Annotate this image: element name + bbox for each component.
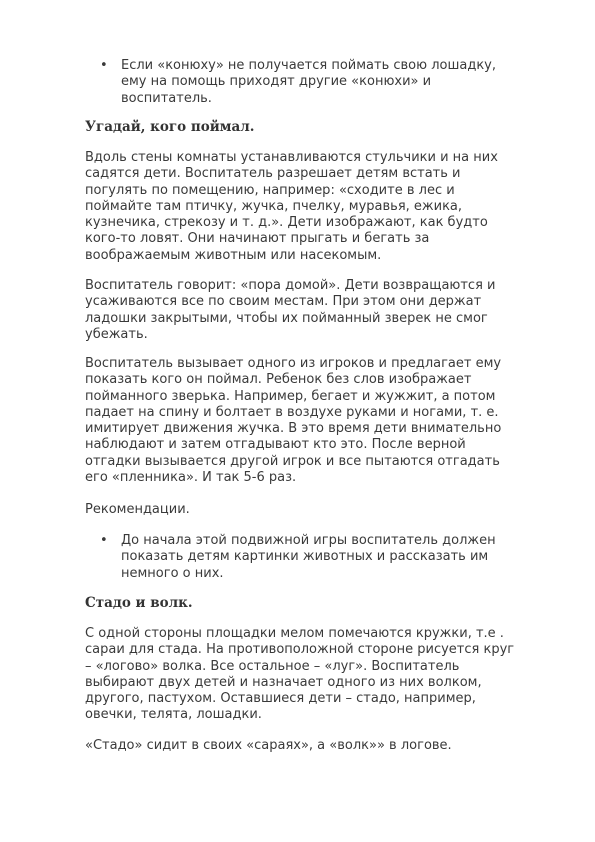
text-line: ладошки закрытыми, чтобы их пойманный зверек не смог: [85, 310, 488, 326]
text-line: немного о них.: [121, 565, 224, 581]
text-line: отгадки вызывается другой игрок и все пытаются отгадать: [85, 453, 500, 469]
bullet-marker: •: [100, 533, 108, 548]
section-heading-guess: Угадай, кого поймал.: [85, 119, 255, 135]
text-line: воображаемым животным или насекомым.: [85, 247, 382, 263]
paragraph-game-setup: [85, 150, 555, 264]
bullet-text: [121, 533, 496, 582]
text-line: садятся дети. Воспитатель разрешает детям встать и: [85, 166, 461, 182]
text-line: Вдоль стены комнаты устанавливаются стульчики и на них: [85, 150, 498, 165]
text-line: сараи для стада. На противоположной стороне рисуется круг: [85, 642, 515, 658]
text-line: кого-то ловят. Они начинают прыгать и бегать за: [85, 231, 430, 247]
section-heading-herd-wolf: Стадо и волк.: [85, 595, 193, 611]
paragraph-show-catch: [85, 356, 555, 486]
text-line: другого, пастухом. Оставшиеся дети – стадо, например,: [85, 691, 476, 707]
text-line: До начала этой подвижной игры воспитатель должен: [121, 533, 496, 548]
text-line: овечки, телята, лошадки.: [85, 707, 262, 723]
text-line: имитирует движения жучка. В это время дети внимательно: [85, 421, 502, 437]
text-line: Воспитатель вызывает одного из игроков и предлагает ему: [85, 356, 502, 371]
text-line: выбирают двух детей и назначает одного из них волком,: [85, 674, 482, 690]
text-line: Воспитатель говорит: «пора домой». Дети возвращаются и: [85, 278, 496, 293]
text-line: С одной стороны площадки мелом помечаются кружки, т.е .: [85, 626, 504, 641]
text-line: показать детям картинки животных и рассказать им: [121, 549, 489, 565]
text-line: воспитатель.: [121, 90, 212, 106]
text-line: показать кого он поймал. Ребенок без слов изображает: [85, 372, 472, 388]
text-line: наблюдают и затем отгадывают кто это. После верной: [85, 437, 466, 453]
bullet-marker: •: [100, 58, 108, 73]
paragraph-recommendations: Рекомендации.: [85, 502, 190, 517]
text-line: усаживаются все по своим местам. При этом они держат: [85, 294, 482, 310]
text-line: – «логово» волка. Все остальное – «луг». Воспитатель: [85, 658, 460, 674]
text-line: ему на помощь приходят другие «конюхи» и: [121, 74, 432, 90]
text-line: его «пленника». И так 5-6 раз.: [85, 470, 297, 486]
text-line: поймайте там птичку, жучка, пчелку, муравья, ежика,: [85, 198, 463, 214]
paragraph-go-home: [85, 278, 555, 343]
text-line: падает на спину и болтает в воздухе руками и ногами, т. е.: [85, 404, 499, 420]
text-line: пойманного зверька. Например, бегает и жужжит, а потом: [85, 388, 496, 404]
text-line: кузнечика, стрекозу и т. д.». Дети изображают, как будто: [85, 215, 488, 231]
paragraph-herd-sits: «Стадо» сидит в своих «сараях», а «волк»» в логове.: [85, 738, 452, 753]
paragraph-herd-setup: [85, 626, 555, 724]
text-line: погулять по помещению, например: «сходите в лес и: [85, 182, 455, 198]
bullet-text: [121, 58, 496, 107]
text-line: убежать.: [85, 326, 148, 342]
text-line: Если «конюху» не получается поймать свою лошадку,: [121, 58, 497, 73]
